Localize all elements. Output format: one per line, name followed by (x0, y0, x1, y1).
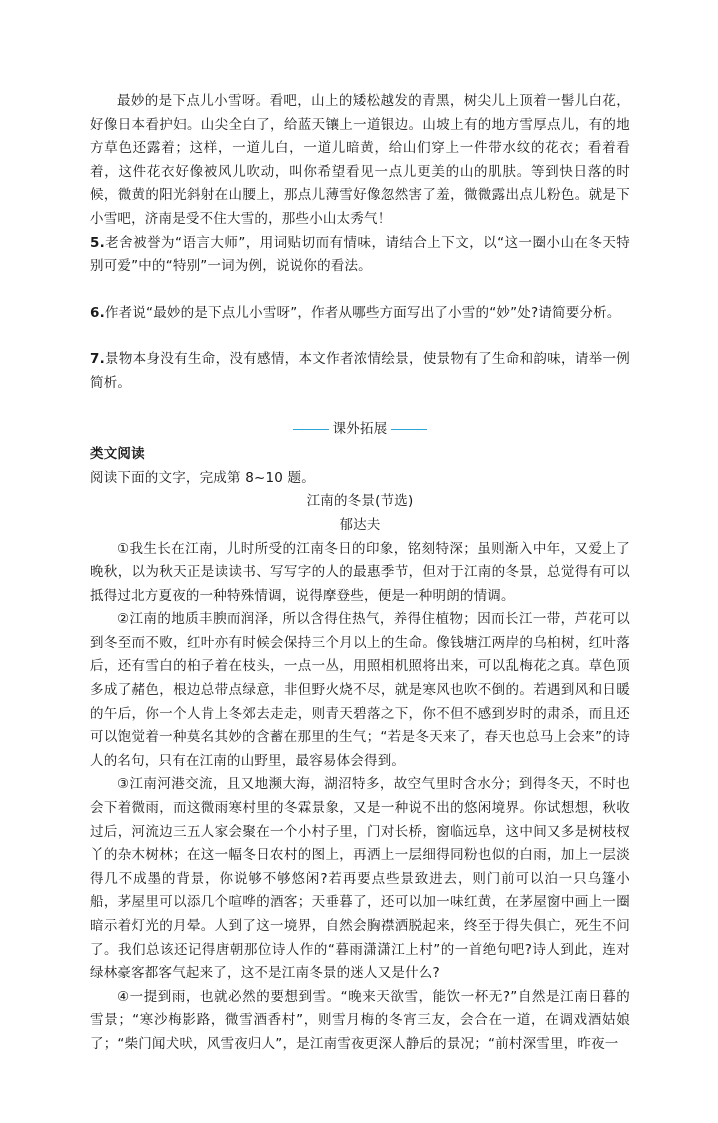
question-text: 作者说“最妙的是下点儿小雪呀”，作者从哪些方面写出了小雪的“妙”处?请简要分析。 (104, 304, 621, 321)
reading-instruction: 阅读下面的文字，完成第 8~10 题。 (90, 469, 315, 486)
question-6 (90, 302, 630, 326)
question-7 (90, 348, 630, 395)
reading-label: 类文阅读 (90, 446, 145, 463)
article-paragraph-3: ③江南河港交流，且又地濒大海，湖沼特多，故空气里时含水分；到得冬天，不时也会下着微雨，而这微雨寒村里的冬霖景象，又是一种说不出的悠闲境界。你试想想，秋收过后，河流边三五人家会聚在一个小村子里，门对长桥，窗临远阜，这中间又多是树枝杈丫的杂木树林；在这一幅冬日农村的图上，再洒上一层细得同粉也似的白雨，加上一层淡得几不成墨的背景，你说够不够悠闲?若再要点些景致进去，则门前可以泊一只乌篷小船，茅屋里可以添几个喧哗的酒客；天垂暮了，还可以加一味红黄，在茅屋窗中画上一圈暗示着灯光的月晕。人到了这一境界，自然会胸襟洒脱起来，终至于得失俱亡，死生不问了。我们总该还记得唐朝那位诗人作的“暮雨潇潇江上村”的一首绝句吧?诗人到此，连对绿林豪客都客气起来了，这不是江南冬景的迷人又是什么? (90, 776, 630, 982)
article-author: 郁达夫 (339, 516, 381, 533)
section-divider-left (293, 429, 329, 430)
article-paragraph-1: ①我生长在江南，儿时所受的江南冬日的印象，铭刻特深；虽则渐入中年，又爱上了晚秋，以为秋天正是读读书、写写字的人的最惠季节，但对于江南的冬景，总觉得有可以抵得过北方夏夜的一种特殊情调，说得摩登些，便是一种明朗的情调。 (90, 540, 630, 604)
question-number: 6. (90, 304, 105, 321)
section-heading (90, 418, 630, 442)
section-divider-right (391, 429, 427, 430)
question-number: 7. (90, 351, 105, 368)
question-number: 5. (90, 234, 105, 251)
article-paragraph-4: ④一提到雨，也就必然的要想到雪。“晚来天欲雪，能饮一杯无?”自然是江南日暮的雪景；“寒沙梅影路，微雪酒香村”，则雪月梅的冬宵三友，会合在一道，在调戏酒姑娘了；“柴门闻犬吠，风雪夜归人”，是江南雪夜更深人静后的景况；“前村深雪里，昨夜一 (90, 988, 630, 1052)
question-text: 景物本身没有生命，没有感情，本文作者浓情绘景，使景物有了生命和韵味，请举一例简析。 (90, 351, 630, 391)
article-paragraph-2: ②江南的地质丰腴而润泽，所以含得住热气，养得住植物；因而长江一带，芦花可以到冬至而不败，红叶亦有时候会保持三个月以上的生命。像钱塘江两岸的乌桕树，红叶落后，还有雪白的桕子着在枝头，一点一丛，用照相机照将出来，可以乱梅花之真。草色顶多成了赭色，根边总带点绿意，非但野火烧不尽，就是寒风也吹不倒的。若遇到风和日暖的午后，你一个人肯上冬郊去走走，则青天碧落之下，你不但不感到岁时的肃杀，而且还可以饱觉着一种莫名其妙的含蓄在那里的生气；“若是冬天来了，春天也总马上会来”的诗人的名句，只有在江南的山野里，最容易体会得到。 (90, 611, 630, 769)
question-text: 老舍被誉为“语言大师”，用词贴切而有情味，请结合上下文，以“这一圈小山在冬天特别可爱”中的“特别”一词为例，说说你的看法。 (90, 234, 630, 275)
question-5 (90, 232, 630, 279)
passage-intro: 最妙的是下点儿小雪呀。看吧，山上的矮松越发的青黑，树尖儿上顶着一髻儿白花，好像日本看护妇。山尖全白了，给蓝天镶上一道银边。山坡上有的地方雪厚点儿，有的地方草色还露着；这样，一道儿白，一道儿暗黄，给山们穿上一件带水纹的花衣；看着看着，这件花衣好像被风儿吹动，叫你希望看见一点儿更美的山的肌肤。等到快日落的时候，微黄的阳光斜射在山腰上，那点儿薄雪好像忽然害了羞，微微露出点儿粉色。就是下小雪吧，济南是受不住大雪的，那些小山太秀气！ (90, 93, 630, 227)
article-title: 江南的冬景(节选) (306, 493, 414, 510)
section-title: 课外拓展 (332, 420, 388, 437)
document-content (90, 90, 630, 1057)
